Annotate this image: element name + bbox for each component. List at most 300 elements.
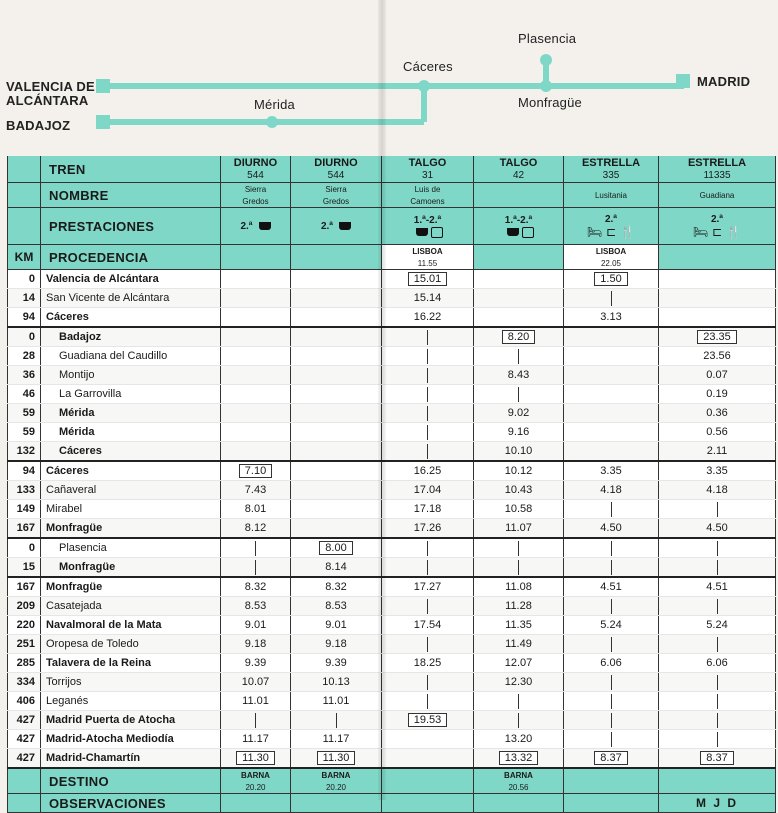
dest-station: BARNA [241, 771, 270, 780]
time-cell [382, 711, 474, 730]
train-number: 544 [247, 170, 264, 181]
timetable-row [8, 558, 776, 578]
time-cell: 3.35 [659, 461, 776, 481]
time-cell [564, 711, 659, 730]
pass-through-line [717, 713, 718, 728]
km-value: 427 [8, 749, 41, 769]
time-cell [221, 749, 291, 769]
seat-icon [431, 227, 443, 238]
timetable-row [8, 461, 776, 481]
time-cell [474, 289, 564, 308]
header-km-cell [8, 768, 41, 794]
train-name-line1: Luis de [414, 185, 441, 194]
km-value: 59 [8, 423, 41, 442]
header-row-procedencia [8, 245, 776, 270]
time-cell: 8.53 [291, 597, 382, 616]
time-cell: 0.07 [659, 366, 776, 385]
station-name: Guadiana del Caudillo [41, 347, 221, 366]
header-nombre-train-0 [221, 183, 291, 208]
header-km-cell [8, 156, 41, 183]
time-cell [659, 500, 776, 519]
time-cell [659, 270, 776, 289]
time-cell [659, 558, 776, 578]
time-cell [564, 538, 659, 558]
pass-through-line [611, 599, 612, 614]
train-class: 1.ª-2.ª [413, 215, 442, 226]
train-class: 2.ª [320, 221, 334, 232]
time-cell: 9.39 [221, 654, 291, 673]
pass-through-line [427, 599, 428, 614]
timetable-row [8, 673, 776, 692]
time-cell: 3.13 [564, 308, 659, 328]
header-prestaciones-train-3 [474, 208, 564, 245]
train-class: 2.ª [240, 221, 253, 232]
header-nombre-train-1 [291, 183, 382, 208]
km-value: 167 [8, 577, 41, 597]
time-cell [659, 327, 776, 347]
station-name: Madrid-Chamartín [41, 749, 221, 769]
time-cell [474, 327, 564, 347]
madrid-label: MADRID [697, 74, 751, 89]
time-cell: 11.01 [221, 692, 291, 711]
km-value: 46 [8, 385, 41, 404]
station-name: Oropesa de Toledo [41, 635, 221, 654]
time-cell [564, 673, 659, 692]
train-name-line2: Gredos [322, 197, 350, 206]
time-cell: 3.35 [564, 461, 659, 481]
km-value: 14 [8, 289, 41, 308]
obs-train-1 [291, 794, 382, 813]
station-name: Cáceres [41, 442, 221, 462]
time-cell: 8.32 [291, 577, 382, 597]
header-nombre-train-3 [474, 183, 564, 208]
time-cell [474, 558, 564, 578]
time-cell: 10.13 [291, 673, 382, 692]
station-name: Badajoz [41, 327, 221, 347]
pass-through-line [427, 387, 428, 402]
timetable-row [8, 538, 776, 558]
train-name-line1: Guadiana [699, 191, 735, 200]
time-cell [291, 404, 382, 423]
header-label-prestaciones: PRESTACIONES [41, 208, 221, 245]
station-name: Casatejada [41, 597, 221, 616]
pass-through-line [611, 291, 612, 306]
time-cell [382, 366, 474, 385]
time-cell: 10.43 [474, 481, 564, 500]
time-cell: 8.01 [221, 500, 291, 519]
time-cell: 6.06 [564, 654, 659, 673]
time-cell: 9.18 [221, 635, 291, 654]
time-cell [382, 327, 474, 347]
obs-train-5: M J D [659, 794, 776, 813]
km-value: 94 [8, 308, 41, 328]
origin-station: LISBOA [595, 247, 627, 256]
time-cell: 11.17 [291, 730, 382, 749]
timetable-row [8, 308, 776, 328]
time-cell [382, 730, 474, 749]
km-value: 0 [8, 538, 41, 558]
time-cell [382, 423, 474, 442]
couchette-icon: ⊏ [712, 225, 723, 239]
timetable-row [8, 692, 776, 711]
time-cell: 18.25 [382, 654, 474, 673]
restaurant-icon: 🍴 [726, 225, 742, 239]
train-type: TALGO [408, 157, 447, 169]
km-value: 251 [8, 635, 41, 654]
header-row-nombre [8, 183, 776, 208]
time-cell: 17.27 [382, 577, 474, 597]
time-cell [564, 749, 659, 769]
station-name: La Garrovilla [41, 385, 221, 404]
time-cell [659, 711, 776, 730]
time-cell: 11.07 [474, 519, 564, 539]
bed-icon: 🛏 [692, 225, 709, 239]
dest-station: BARNA [504, 771, 533, 780]
km-value: 427 [8, 730, 41, 749]
time-cell: 10.12 [474, 461, 564, 481]
station-name: Leganés [41, 692, 221, 711]
time-cell [474, 270, 564, 289]
pass-through-line [427, 330, 428, 345]
time-cell [564, 385, 659, 404]
obs-train-4 [564, 794, 659, 813]
time-cell [382, 635, 474, 654]
pass-through-line [518, 349, 519, 364]
destino-train-4 [564, 768, 659, 794]
time-cell [221, 423, 291, 442]
timetable-row [8, 654, 776, 673]
time-cell [291, 538, 382, 558]
valencia-label [6, 80, 95, 108]
timetable-row [8, 730, 776, 749]
time-cell [291, 519, 382, 539]
station-name: Mirabel [41, 500, 221, 519]
service-icons [659, 225, 775, 239]
time-cell [564, 423, 659, 442]
header-label-tren: TREN [41, 156, 221, 183]
time-cell [291, 289, 382, 308]
km-value: 209 [8, 597, 41, 616]
train-number: 544 [327, 170, 345, 181]
time-cell: 11.08 [474, 577, 564, 597]
time-cell [474, 711, 564, 730]
boxed-time: 15.01 [408, 272, 448, 286]
time-cell: 4.51 [564, 577, 659, 597]
time-cell: 10.07 [221, 673, 291, 692]
time-cell: 0.36 [659, 404, 776, 423]
train-type: ESTRELLA [581, 157, 641, 169]
timetable-row [8, 442, 776, 462]
time-cell: 11.17 [221, 730, 291, 749]
header-nombre-train-4 [564, 183, 659, 208]
timetable-row [8, 597, 776, 616]
pass-through-line [717, 675, 718, 690]
header-prestaciones-train-4 [564, 208, 659, 245]
time-cell [291, 711, 382, 730]
pass-through-line [518, 713, 519, 728]
header-tren-train-0 [221, 156, 291, 183]
header-procedencia-train-1 [291, 245, 382, 270]
time-cell [564, 442, 659, 462]
train-class: 2.ª [710, 214, 724, 225]
dest-time: 20.20 [245, 783, 266, 792]
train-type: DIURNO [233, 157, 278, 169]
time-cell: 17.04 [382, 481, 474, 500]
badajoz-terminal-marker [96, 115, 110, 129]
pass-through-line [611, 502, 612, 517]
time-cell [221, 347, 291, 366]
bed-icon: 🛏 [586, 225, 603, 239]
time-cell: 16.22 [382, 308, 474, 328]
header-procedencia-train-2 [382, 245, 474, 270]
boxed-time: 8.20 [502, 330, 535, 344]
plasencia-stop-marker [540, 54, 552, 66]
station-name: Monfragüe [41, 577, 221, 597]
time-cell [382, 692, 474, 711]
time-cell [564, 404, 659, 423]
time-cell [564, 597, 659, 616]
train-number: 335 [602, 170, 620, 181]
time-cell: 11.49 [474, 635, 564, 654]
station-name: Mérida [41, 404, 221, 423]
pass-through-line [427, 406, 428, 421]
station-name: Talavera de la Reina [41, 654, 221, 673]
time-cell [291, 366, 382, 385]
timetable-row [8, 327, 776, 347]
time-cell [382, 442, 474, 462]
time-cell: 10.58 [474, 500, 564, 519]
pass-through-line [255, 541, 256, 556]
time-cell: 12.30 [474, 673, 564, 692]
time-cell [291, 749, 382, 769]
time-cell: 8.12 [221, 519, 291, 539]
pass-through-line [427, 368, 428, 383]
time-cell [291, 270, 382, 289]
station-name: Mérida [41, 423, 221, 442]
valencia-terminal-marker [96, 79, 110, 93]
timetable-row [8, 385, 776, 404]
train-name-line1: Sierra [244, 185, 267, 194]
header-km-cell [8, 183, 41, 208]
time-cell [382, 270, 474, 289]
header-procedencia-train-3 [474, 245, 564, 270]
obs-train-0 [221, 794, 291, 813]
time-cell [564, 692, 659, 711]
time-cell: 9.01 [291, 616, 382, 635]
km-value: 149 [8, 500, 41, 519]
destino-train-1 [291, 768, 382, 794]
time-cell [474, 538, 564, 558]
timetable-row [8, 749, 776, 769]
time-cell [659, 692, 776, 711]
time-cell [291, 385, 382, 404]
header-km-cell [8, 208, 41, 245]
header-nombre-train-2 [382, 183, 474, 208]
timetable-row [8, 289, 776, 308]
caceres-stop-marker [418, 80, 430, 92]
pass-through-line [611, 694, 612, 709]
dest-time: 20.20 [325, 783, 347, 792]
time-cell [659, 597, 776, 616]
time-cell [291, 327, 382, 347]
header-prestaciones-train-1 [291, 208, 382, 245]
time-cell: 4.18 [659, 481, 776, 500]
time-cell: 15.14 [382, 289, 474, 308]
page-fold [378, 0, 386, 800]
km-value: 0 [8, 327, 41, 347]
pass-through-line [717, 599, 718, 614]
time-cell [221, 404, 291, 423]
header-tren-train-1 [291, 156, 382, 183]
pass-through-line [255, 713, 256, 728]
time-cell: 8.43 [474, 366, 564, 385]
time-cell [564, 730, 659, 749]
time-cell [382, 597, 474, 616]
km-value: 334 [8, 673, 41, 692]
timetable-row [8, 635, 776, 654]
train-name-line2: Camoens [410, 197, 445, 206]
train-class: 2.ª [604, 214, 618, 225]
time-cell: 23.56 [659, 347, 776, 366]
time-cell [474, 308, 564, 328]
cup-icon [339, 222, 351, 230]
monfrague-label: Monfragüe [518, 95, 582, 110]
timetable-row [8, 500, 776, 519]
header-label-nombre: NOMBRE [41, 183, 221, 208]
time-cell: 6.06 [659, 654, 776, 673]
station-name: Madrid-Atocha Mediodía [41, 730, 221, 749]
badajoz-label: BADAJOZ [6, 118, 71, 133]
station-name: Cáceres [41, 461, 221, 481]
time-cell: 8.32 [221, 577, 291, 597]
pass-through-line [427, 425, 428, 440]
time-cell [659, 289, 776, 308]
time-cell [221, 538, 291, 558]
boxed-time: 7.10 [239, 464, 272, 478]
obs-train-2 [382, 794, 474, 813]
train-type: TALGO [499, 157, 538, 169]
time-cell: 4.50 [659, 519, 776, 539]
time-cell: 5.24 [564, 616, 659, 635]
header-km-cell [8, 794, 41, 813]
train-type: DIURNO [314, 157, 358, 169]
timetable-row [8, 577, 776, 597]
restaurant-icon: 🍴 [620, 225, 636, 239]
train-number: 42 [512, 170, 525, 181]
header-row-destino [8, 768, 776, 794]
time-cell: 9.01 [221, 616, 291, 635]
pass-through-line [611, 637, 612, 652]
time-cell [474, 749, 564, 769]
pass-through-line [427, 637, 428, 652]
train-number: 11335 [703, 170, 731, 181]
km-value: 36 [8, 366, 41, 385]
pass-through-line [717, 560, 718, 575]
time-cell [474, 385, 564, 404]
merida-stop-marker [266, 116, 278, 128]
origin-time: 22.05 [600, 259, 622, 268]
timetable-row [8, 404, 776, 423]
time-cell [659, 635, 776, 654]
time-cell [221, 442, 291, 462]
pass-through-line [611, 560, 612, 575]
station-name: Cañaveral [41, 481, 221, 500]
time-cell [221, 711, 291, 730]
time-cell: 11.28 [474, 597, 564, 616]
km-value: 427 [8, 711, 41, 730]
km-value: 94 [8, 461, 41, 481]
header-tren-train-3 [474, 156, 564, 183]
boxed-time: 19.53 [408, 713, 448, 727]
route-map [0, 0, 778, 150]
boxed-time: 8.37 [594, 751, 627, 765]
timetable-row [8, 366, 776, 385]
time-cell [564, 289, 659, 308]
km-value: 133 [8, 481, 41, 500]
station-name: Cáceres [41, 308, 221, 328]
dest-time: 20.56 [508, 783, 529, 792]
time-cell [221, 558, 291, 578]
time-cell: 17.54 [382, 616, 474, 635]
time-cell [221, 327, 291, 347]
pass-through-line [717, 637, 718, 652]
origin-time: 11.55 [417, 259, 438, 268]
header-tren-train-4 [564, 156, 659, 183]
time-cell [659, 730, 776, 749]
pass-through-line [611, 713, 612, 728]
time-cell: 9.39 [291, 654, 382, 673]
pass-through-line [611, 541, 612, 556]
service-icons [255, 220, 271, 232]
km-value: 406 [8, 692, 41, 711]
destino-train-2 [382, 768, 474, 794]
time-cell [382, 749, 474, 769]
station-name: San Vicente de Alcántara [41, 289, 221, 308]
km-value: 132 [8, 442, 41, 462]
valencia-label-line1: VALENCIA DE [6, 79, 95, 94]
timetable-row [8, 481, 776, 500]
boxed-time: 13.32 [499, 751, 539, 765]
time-cell: 17.26 [382, 519, 474, 539]
time-cell [564, 500, 659, 519]
cup-icon [259, 222, 271, 230]
pass-through-line [611, 675, 612, 690]
time-cell: 17.18 [382, 500, 474, 519]
time-cell [291, 500, 382, 519]
header-prestaciones-train-0 [221, 208, 291, 245]
train-type: ESTRELLA [687, 157, 747, 169]
time-cell [221, 308, 291, 328]
monfrague-stop-marker [540, 80, 552, 92]
header-tren-train-2 [382, 156, 474, 183]
time-cell: 4.18 [564, 481, 659, 500]
time-cell: 2.11 [659, 442, 776, 462]
pass-through-line [427, 349, 428, 364]
boxed-time: 11.30 [236, 751, 275, 765]
time-cell: 5.24 [659, 616, 776, 635]
km-value: 59 [8, 404, 41, 423]
time-cell: 9.18 [291, 635, 382, 654]
pass-through-line [518, 560, 519, 575]
header-procedencia-train-5 [659, 245, 776, 270]
time-cell [659, 749, 776, 769]
header-procedencia-train-4 [564, 245, 659, 270]
time-cell [291, 423, 382, 442]
time-cell: 11.01 [291, 692, 382, 711]
time-cell [221, 461, 291, 481]
origin-station: LISBOA [412, 247, 443, 256]
time-cell [291, 442, 382, 462]
